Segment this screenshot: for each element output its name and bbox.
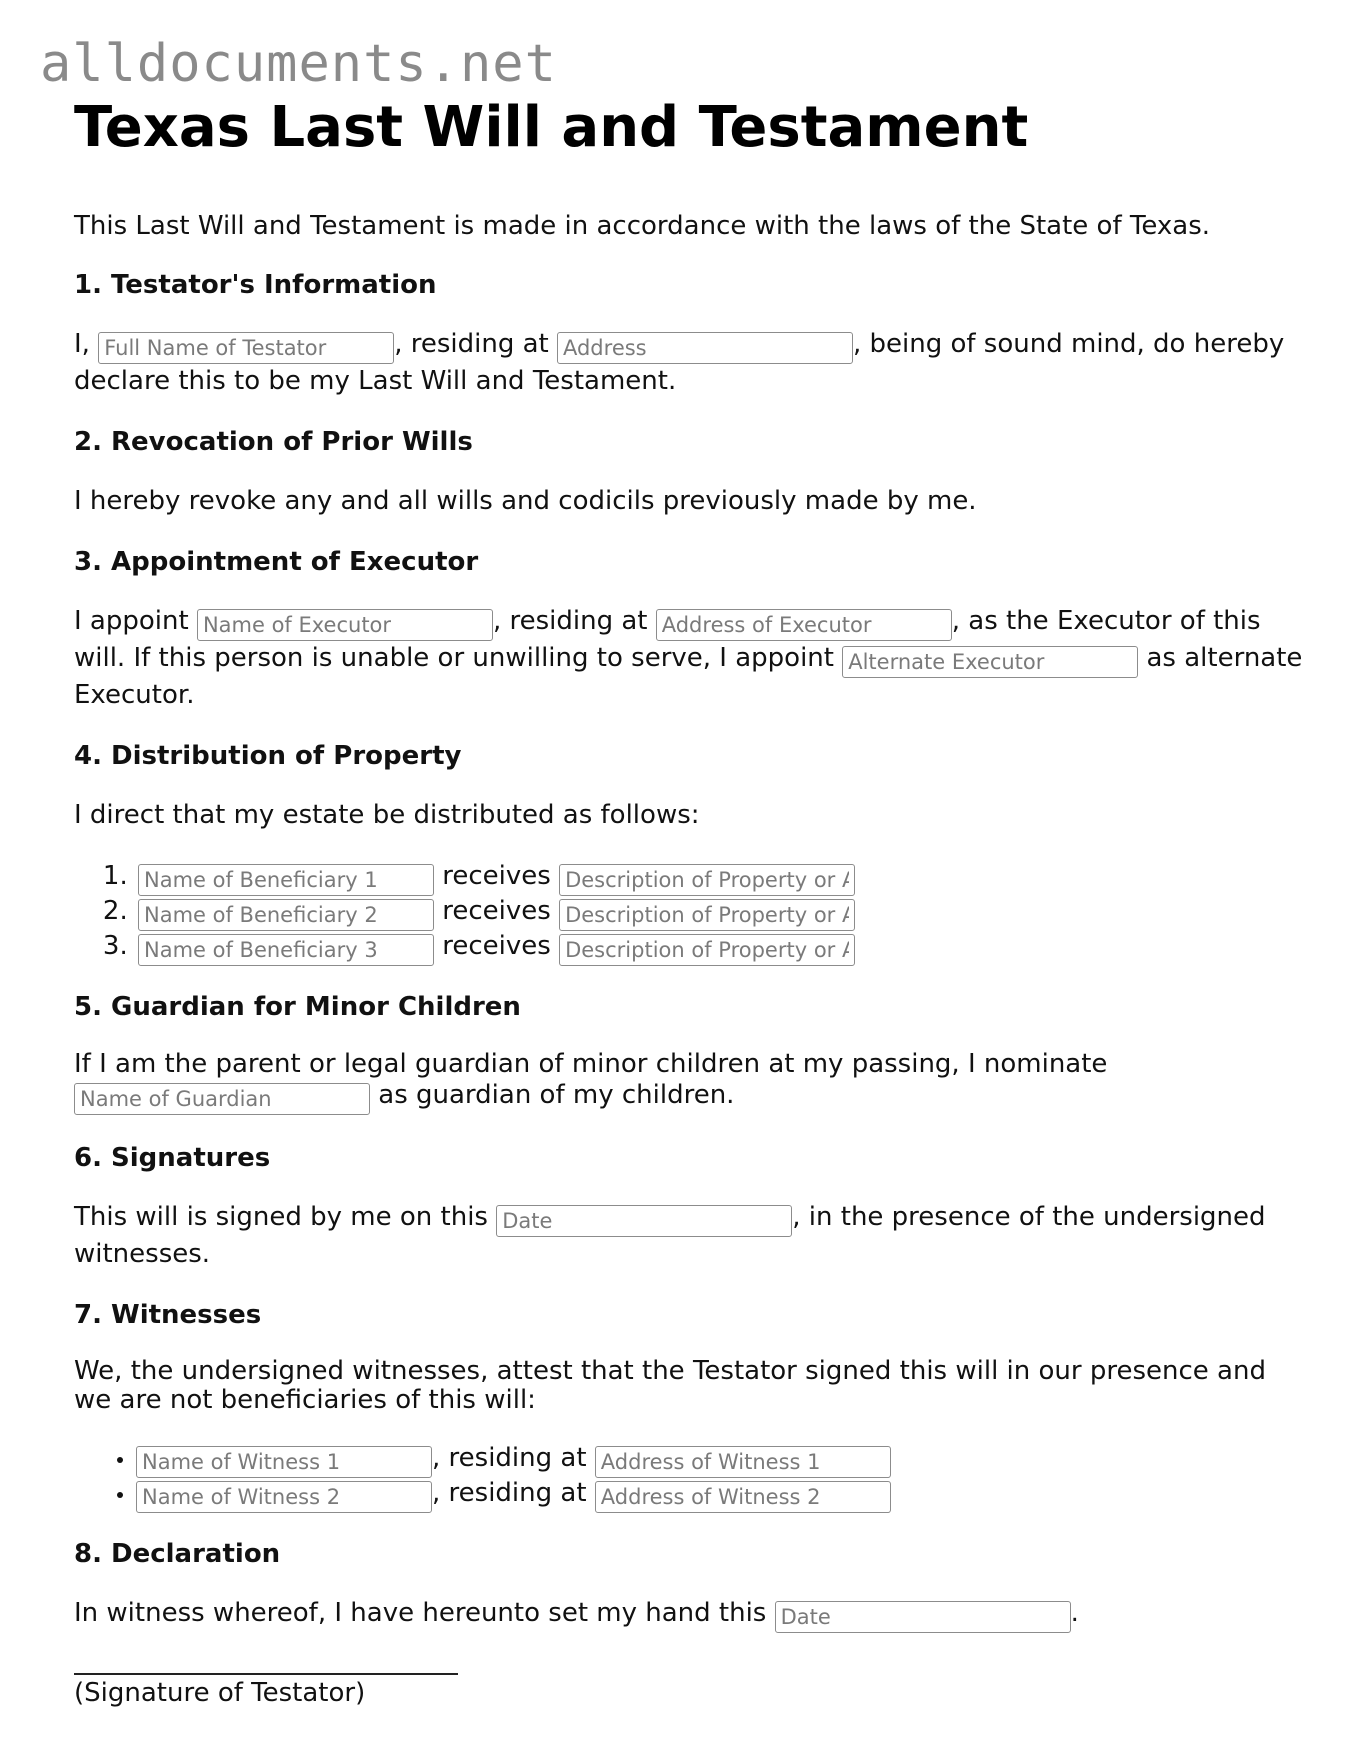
beneficiary-1-property-input[interactable]	[559, 864, 855, 896]
section-heading-signatures: 6. Signatures	[74, 1143, 271, 1174]
testator-paragraph	[74, 327, 1304, 399]
receives-label: receives	[442, 861, 551, 892]
signing-date-input[interactable]	[496, 1205, 792, 1237]
executor-name-input[interactable]	[197, 609, 493, 641]
declaration-date-input[interactable]	[775, 1601, 1071, 1633]
executor-text-1: I appoint	[74, 606, 189, 637]
guardian-name-input[interactable]	[74, 1083, 370, 1115]
beneficiary-item	[136, 929, 1304, 964]
receives-label: receives	[442, 896, 551, 927]
witness-1-name-input[interactable]	[136, 1446, 432, 1478]
beneficiary-1-name-input[interactable]	[138, 864, 434, 896]
signatures-text-1: This will is signed by me on this	[74, 1202, 488, 1233]
beneficiary-3-name-input[interactable]	[138, 934, 434, 966]
section-heading-declaration: 8. Declaration	[74, 1539, 281, 1570]
declaration-paragraph	[74, 1596, 1304, 1633]
testator-text-2: , residing at	[394, 329, 549, 360]
revocation-text: I hereby revoke any and all wills and codicils previously made by me.	[74, 486, 977, 517]
distribution-text: I direct that my estate be distributed as follows:	[74, 800, 700, 831]
section-heading-testator: 1. Testator's Information	[74, 270, 437, 301]
signatures-text-2: , in the presence of the undersigned witnesses.	[74, 1202, 1266, 1270]
guardian-paragraph	[74, 1049, 1304, 1115]
section-heading-witnesses: 7. Witnesses	[74, 1300, 262, 1331]
executor-text-4: as alternate Executor.	[74, 643, 1303, 711]
beneficiary-2-property-input[interactable]	[559, 899, 855, 931]
watermark: alldocuments.net	[40, 34, 557, 94]
witness-2-address-input[interactable]	[595, 1481, 891, 1513]
beneficiary-item	[136, 859, 1304, 894]
intro-text: This Last Will and Testament is made in accordance with the laws of the State of Texas.	[74, 211, 1211, 242]
witness-list	[74, 1441, 1304, 1511]
witness-2-name-input[interactable]	[136, 1481, 432, 1513]
signature-line	[74, 1673, 458, 1675]
witness-1-address-input[interactable]	[595, 1446, 891, 1478]
receives-label: receives	[442, 931, 551, 962]
testator-text-3: , being of sound mind, do hereby declare this to be my Last Will and Testament.	[74, 329, 1285, 397]
page-title: Texas Last Will and Testament	[74, 95, 1029, 160]
witness-item	[136, 1476, 1304, 1511]
declaration-text-2: .	[1070, 1598, 1079, 1629]
beneficiary-list	[74, 859, 1304, 964]
beneficiary-2-name-input[interactable]	[138, 899, 434, 931]
residing-label: , residing at	[432, 1478, 587, 1509]
section-heading-executor: 3. Appointment of Executor	[74, 547, 479, 578]
beneficiary-item	[136, 894, 1304, 929]
section-heading-guardian: 5. Guardian for Minor Children	[74, 992, 521, 1023]
executor-address-input[interactable]	[656, 609, 952, 641]
section-heading-revocation: 2. Revocation of Prior Wills	[74, 427, 473, 458]
signature-label: (Signature of Testator)	[74, 1678, 366, 1709]
testator-text-1: I,	[74, 329, 90, 360]
declaration-text-1: In witness whereof, I have hereunto set my hand this	[74, 1598, 767, 1629]
executor-paragraph	[74, 604, 1304, 713]
witness-item	[136, 1441, 1304, 1476]
guardian-text-1: If I am the parent or legal guardian of minor children at my passing, I nominate	[74, 1049, 1108, 1080]
document-page	[74, 96, 1304, 1709]
executor-text-3: , as the Executor of this will. If this person is unable or unwilling to serve, I appoint	[74, 606, 1261, 674]
guardian-text-2: as guardian of my children.	[370, 1080, 735, 1111]
testator-address-input[interactable]	[557, 332, 853, 364]
section-heading-distribution: 4. Distribution of Property	[74, 741, 462, 772]
alternate-executor-input[interactable]	[842, 646, 1138, 678]
witnesses-text: We, the undersigned witnesses, attest that the Testator signed this will in our presence and we are not beneficiaries of this will:	[74, 1356, 1266, 1416]
signatures-paragraph	[74, 1200, 1304, 1272]
executor-text-2: , residing at	[492, 606, 648, 637]
testator-name-input[interactable]	[98, 332, 394, 364]
residing-label: , residing at	[432, 1443, 587, 1474]
beneficiary-3-property-input[interactable]	[559, 934, 855, 966]
